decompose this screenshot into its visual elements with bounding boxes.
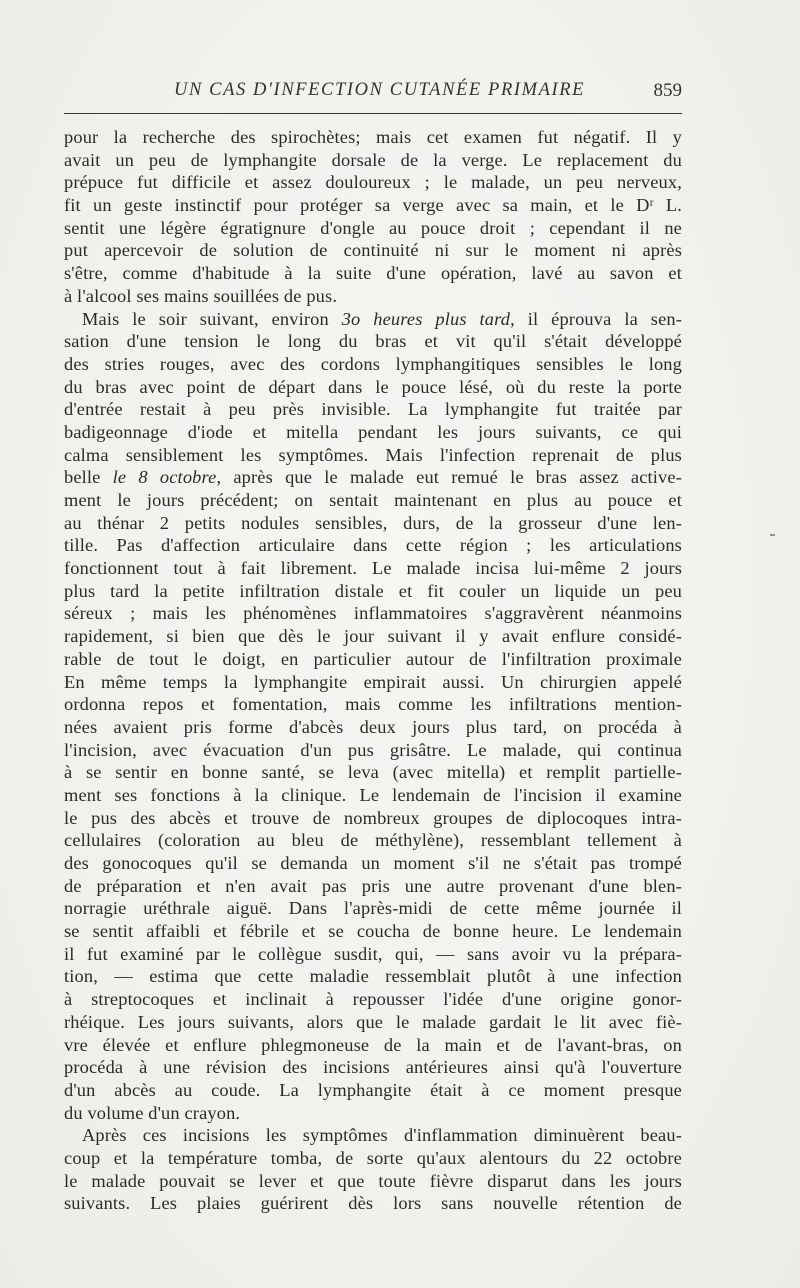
text-line (64, 308, 682, 331)
text-line: put apercevoir de solution de continuité ni sur le moment ni après (64, 240, 682, 261)
text-line: le malade pouvait se lever et que toute fièvre disparut dans les jours (64, 1170, 682, 1191)
running-title: UN CAS D'INFECTION CUTANÉE PRIMAIRE (174, 80, 586, 100)
text-run: Mais le soir suivant, environ (82, 308, 342, 329)
italic-text-run: le 8 octobre (112, 467, 217, 488)
text-line: Après ces incisions les symptômes d'inflammation diminuèrent beau- (82, 1125, 682, 1146)
text-line: séreux ; mais les phénomènes inflammatoires s'aggravèrent néanmoins (64, 603, 682, 624)
text-line: vre élevée et enflure phlegmoneuse de la main et de l'avant-bras, on (64, 1034, 682, 1055)
text-line: d'un abcès au coude. La lymphangite était à ce moment presque (64, 1079, 682, 1100)
text-line: rhéique. Les jours suivants, alors que le malade gardait le lit avec fiè- (64, 1011, 682, 1032)
text-line: des stries rouges, avec des cordons lymphangitiques sensibles le long (64, 353, 682, 374)
text-line: calma sensiblement les symptômes. Mais l'infection reprenait de plus (64, 444, 682, 465)
text-line: de préparation et n'en avait pas pris une autre provenant d'une blen- (64, 875, 682, 896)
text-line: il fut examiné par le collègue susdit, qui, — sans avoir vu la prépara- (64, 943, 682, 964)
text-run: belle (64, 467, 113, 488)
text-line: d'entrée restait à peu près invisible. La lymphangite fut traitée par (64, 399, 682, 420)
text-line: cellulaires (coloration au bleu de méthylène), ressemblant tellement à (64, 830, 682, 851)
text-line: tille. Pas d'affection articulaire dans cette région ; les articulations (64, 535, 682, 556)
text-line: nées avaient pris forme d'abcès deux jours plus tard, on procéda à (64, 716, 682, 737)
text-line: pour la recherche des spirochètes; mais cet examen fut négatif. Il y (64, 127, 682, 147)
text-line: procéda à une révision des incisions antérieures ainsi qu'à l'ouverture (64, 1057, 682, 1078)
italic-text-run: 3o heures plus tard (341, 308, 511, 329)
text-line: rapidement, si bien que dès le jour suivant il y avait enflure considé- (64, 626, 682, 647)
text-line: rable de tout le doigt, en particulier autour de l'infiltration proximale (64, 648, 682, 669)
text-line: fit un geste instinctif pour protéger sa verge avec sa main, et le Dʳ L. (64, 195, 682, 216)
text-line: l'incision, avec évacuation d'un pus grisâtre. Le malade, qui continua (64, 739, 682, 760)
text-line: fonctionnent tout à fait librement. Le malade incisa lui-même 2 jours (64, 558, 682, 579)
text-line: se sentit affaibli et fébrile et se coucha de bonne heure. Le lendemain (64, 921, 682, 942)
text-line: prépuce fut difficile et assez douloureux ; le malade, un peu nerveux, (64, 172, 682, 193)
text-run: , après que le malade eut remué le bras assez active- (216, 467, 682, 488)
text-line: du volume d'un crayon. (64, 1102, 241, 1123)
text-line: à streptocoques et inclinait à repousser l'idée d'une origine gonor- (64, 989, 682, 1010)
header-rule (64, 113, 682, 114)
text-line: à l'alcool ses mains souillées de pus. (64, 285, 338, 306)
text-line: badigeonnage d'iode et mitella pendant les jours suivants, ce qui (64, 421, 682, 442)
text-line: sation d'une tension le long du bras et vit qu'il s'était développé (64, 331, 682, 352)
text-line: ment ses fonctions à la clinique. Le lendemain de l'incision il examine (64, 784, 682, 805)
margin-mark (770, 534, 775, 536)
text-line: le pus des abcès et trouve de nombreux groupes de diplocoques intra- (64, 807, 682, 828)
text-line: du bras avec point de départ dans le pouce lésé, où du reste la porte (64, 376, 682, 397)
text-line: ordonna repos et fomentation, mais comme les infiltrations mention- (64, 694, 682, 715)
text-line: avait un peu de lymphangite dorsale de la verge. Le replacement du (64, 149, 682, 170)
text-line: plus tard la petite infiltration distale et fit couler un liquide un peu (64, 580, 682, 601)
text-line: à se sentir en bonne santé, se leva (avec mitella) et remplit partielle- (64, 762, 682, 783)
text-line: des gonocoques qu'il se demanda un moment s'il ne s'était pas trompé (64, 853, 682, 873)
text-line: En même temps la lymphangite empirait aussi. Un chirurgien appelé (64, 671, 682, 692)
body-text (64, 126, 682, 1215)
text-line: ment le jours précédent; on sentait maintenant en plus au pouce et (64, 490, 682, 510)
text-line: tion, — estima que cette maladie ressemblait plutôt à une infection (64, 966, 682, 987)
text-line: s'être, comme d'habitude à la suite d'une opération, lavé au savon et (64, 263, 682, 284)
text-line (64, 466, 682, 489)
text-line: sentit une légère égratignure d'ongle au pouce droit ; cependant il ne (64, 217, 682, 238)
text-line: suivants. Les plaies guérirent dès lors sans nouvelle rétention de (64, 1193, 682, 1214)
text-line: coup et la température tomba, de sorte qu'aux alentours du 22 octobre (64, 1147, 682, 1168)
page-number: 859 (653, 80, 682, 101)
text-run: , il éprouva la sen- (510, 308, 683, 329)
text-line: norragie uréthrale aiguë. Dans l'après-midi de cette même journée il (64, 898, 682, 919)
text-line: au thénar 2 petits nodules sensibles, durs, de la grosseur d'une len- (64, 512, 682, 533)
running-header (64, 78, 682, 106)
